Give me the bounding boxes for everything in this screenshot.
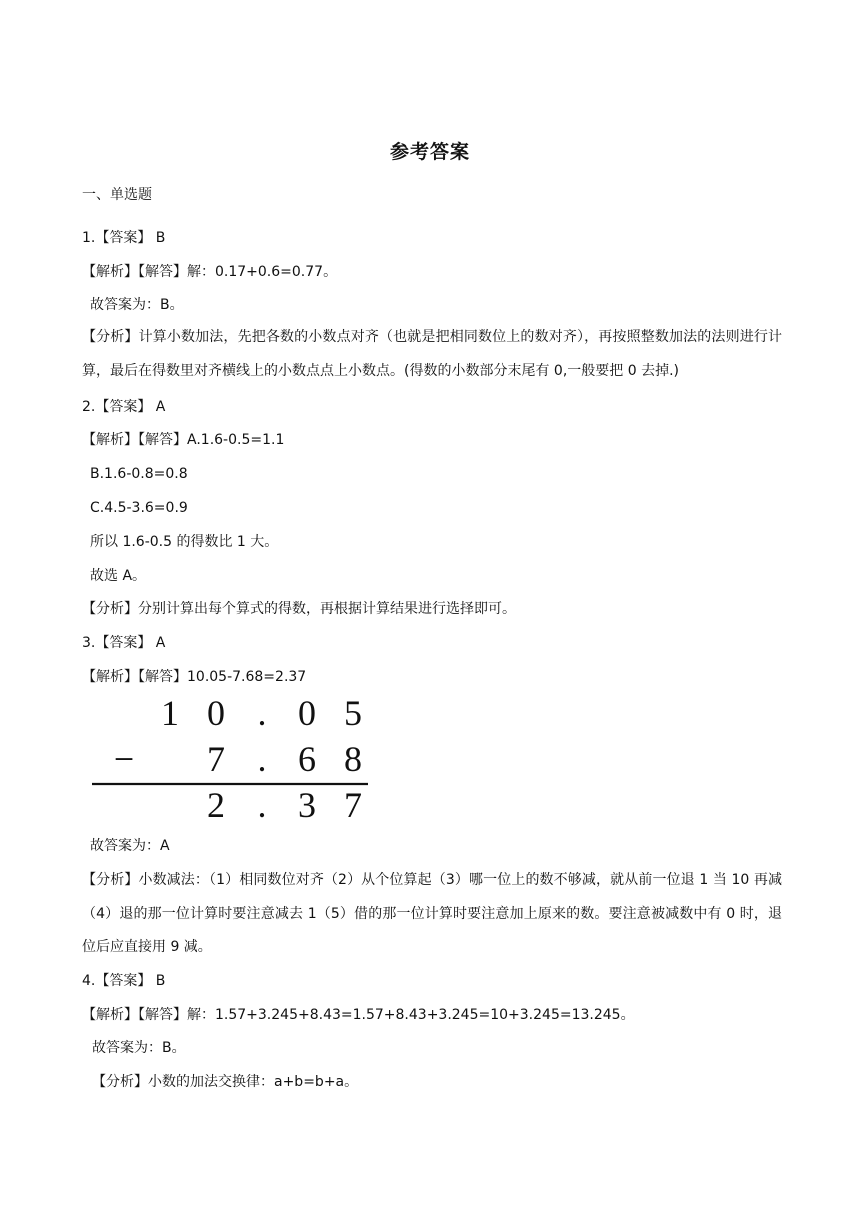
q2-option-b: B.1.6-0.8=0.8 [90, 466, 188, 482]
q2-explanation: 【解析】【解答】A.1.6-0.5=1.1 [82, 432, 285, 448]
subtrahend-digit: 7 [207, 739, 225, 779]
minuend-digit: 0 [207, 693, 225, 733]
q3-analysis: 【分析】小数减法：（1）相同数位对齐（2）从个位算起（3）哪一位上的数不够减，就从前一位退 1 当 10 再减（4）退的那一位计算时要注意减去 1（5）借的那一位计算时要注意加上原来的数。要注意被减数中有 0 时，退位后应直接用 9 减。 [82, 872, 782, 955]
q1-analysis: 【分析】计算小数加法，先把各数的小数点对齐（也就是把相同数位上的数对齐），再按照整数加法的法则进行计算，最后在得数里对齐横线上的小数点点上小数点。(得数的小数部分末尾有 0,一般要把 0 去掉.) [82, 329, 782, 379]
minuend-digit: 5 [344, 693, 362, 733]
difference-digit: 3 [298, 785, 316, 825]
q1-explanation: 【解析】【解答】解：0.17+0.6=0.77。 [82, 264, 338, 280]
vertical-subtraction [92, 690, 382, 826]
q4-analysis: 【分析】小数的加法交换律：a+b=b+a。 [92, 1074, 359, 1090]
difference-point: . [257, 785, 267, 825]
subtrahend-point: . [257, 739, 267, 779]
difference-digit: 2 [207, 785, 225, 825]
q3-conclusion: 故答案为：A [90, 838, 170, 854]
q2-conclusion: 故选 A。 [90, 568, 147, 584]
q4-conclusion: 故答案为：B。 [92, 1040, 186, 1056]
q2-answer: 2.【答案】 A [82, 399, 166, 415]
q3-answer: 3.【答案】 A [82, 635, 166, 651]
subtrahend-digit: 8 [344, 739, 362, 779]
minus-sign: − [113, 739, 135, 779]
q4-answer: 4.【答案】 B [82, 973, 166, 989]
q3-explanation: 【解析】【解答】10.05-7.68=2.37 [82, 669, 307, 685]
minuend-point: . [257, 693, 267, 733]
q2-comparison: 所以 1.6-0.5 的得数比 1 大。 [90, 534, 279, 550]
difference-digit: 7 [344, 785, 362, 825]
page-title: 参考答案 [389, 141, 470, 163]
section-heading: 一、单选题 [82, 187, 152, 203]
q2-analysis: 【分析】分别计算出每个算式的得数，再根据计算结果进行选择即可。 [82, 601, 516, 617]
minuend-digit: 0 [298, 693, 316, 733]
q1-conclusion: 故答案为：B。 [90, 297, 184, 313]
q4-explanation: 【解析】【解答】解：1.57+3.245+8.43=1.57+8.43+3.245=10+3.245=13.245。 [82, 1007, 635, 1023]
minuend-digit: 1 [161, 693, 179, 733]
subtrahend-digit: 6 [298, 739, 316, 779]
q2-option-c: C.4.5-3.6=0.9 [90, 500, 188, 516]
q1-answer: 1.【答案】 B [82, 230, 166, 246]
